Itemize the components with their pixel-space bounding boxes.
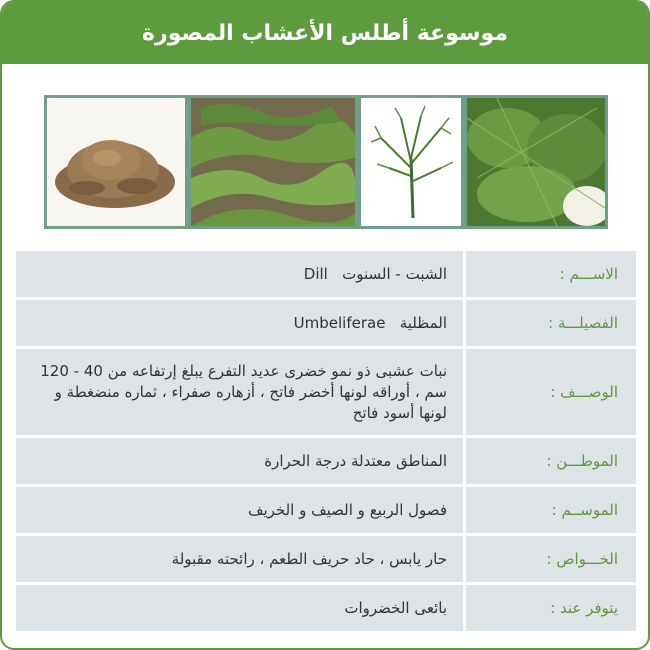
row-label: الفصيلـــة : (466, 300, 636, 346)
dill-bundle-image (467, 98, 605, 226)
row-label: الوصـــف : (466, 349, 636, 435)
row-label: الموطـــن : (466, 438, 636, 484)
row-value: نبات عشبى ذو نمو خضرى عديد التفرع يبلغ إرتفاعه من 40 - 120 سم ، أوراقه لونها أخضر فاتح ، أزهاره صفراء ، ثماره منضغطة و لونها أسود فاتح (16, 349, 463, 435)
herb-info-table (16, 251, 636, 634)
image-gallery (44, 95, 608, 229)
table-row (16, 251, 636, 297)
row-value: فصول الربيع و الصيف و الخريف (16, 487, 463, 533)
page-title: موسوعة أطلس الأعشاب المصورة (2, 2, 648, 64)
dill-field-image (191, 98, 355, 226)
row-value: بائعى الخضروات (16, 585, 463, 631)
table-row (16, 487, 636, 533)
row-value: الشبت - السنوت Dill (16, 251, 463, 297)
row-value: حار يابس ، حاد حريف الطعم ، رائحته مقبولة (16, 536, 463, 582)
row-label: الموســم : (466, 487, 636, 533)
table-row (16, 438, 636, 484)
dill-seeds-image (47, 98, 185, 226)
table-row (16, 536, 636, 582)
table-row (16, 300, 636, 346)
row-label: الاســـم : (466, 251, 636, 297)
row-label: الخـــواص : (466, 536, 636, 582)
dill-sprig-image (361, 98, 461, 226)
row-value: المناطق معتدلة درجة الحرارة (16, 438, 463, 484)
table-row (16, 349, 636, 435)
table-row (16, 585, 636, 631)
row-label: يتوفر عند : (466, 585, 636, 631)
row-value: المظلية Umbeliferae (16, 300, 463, 346)
